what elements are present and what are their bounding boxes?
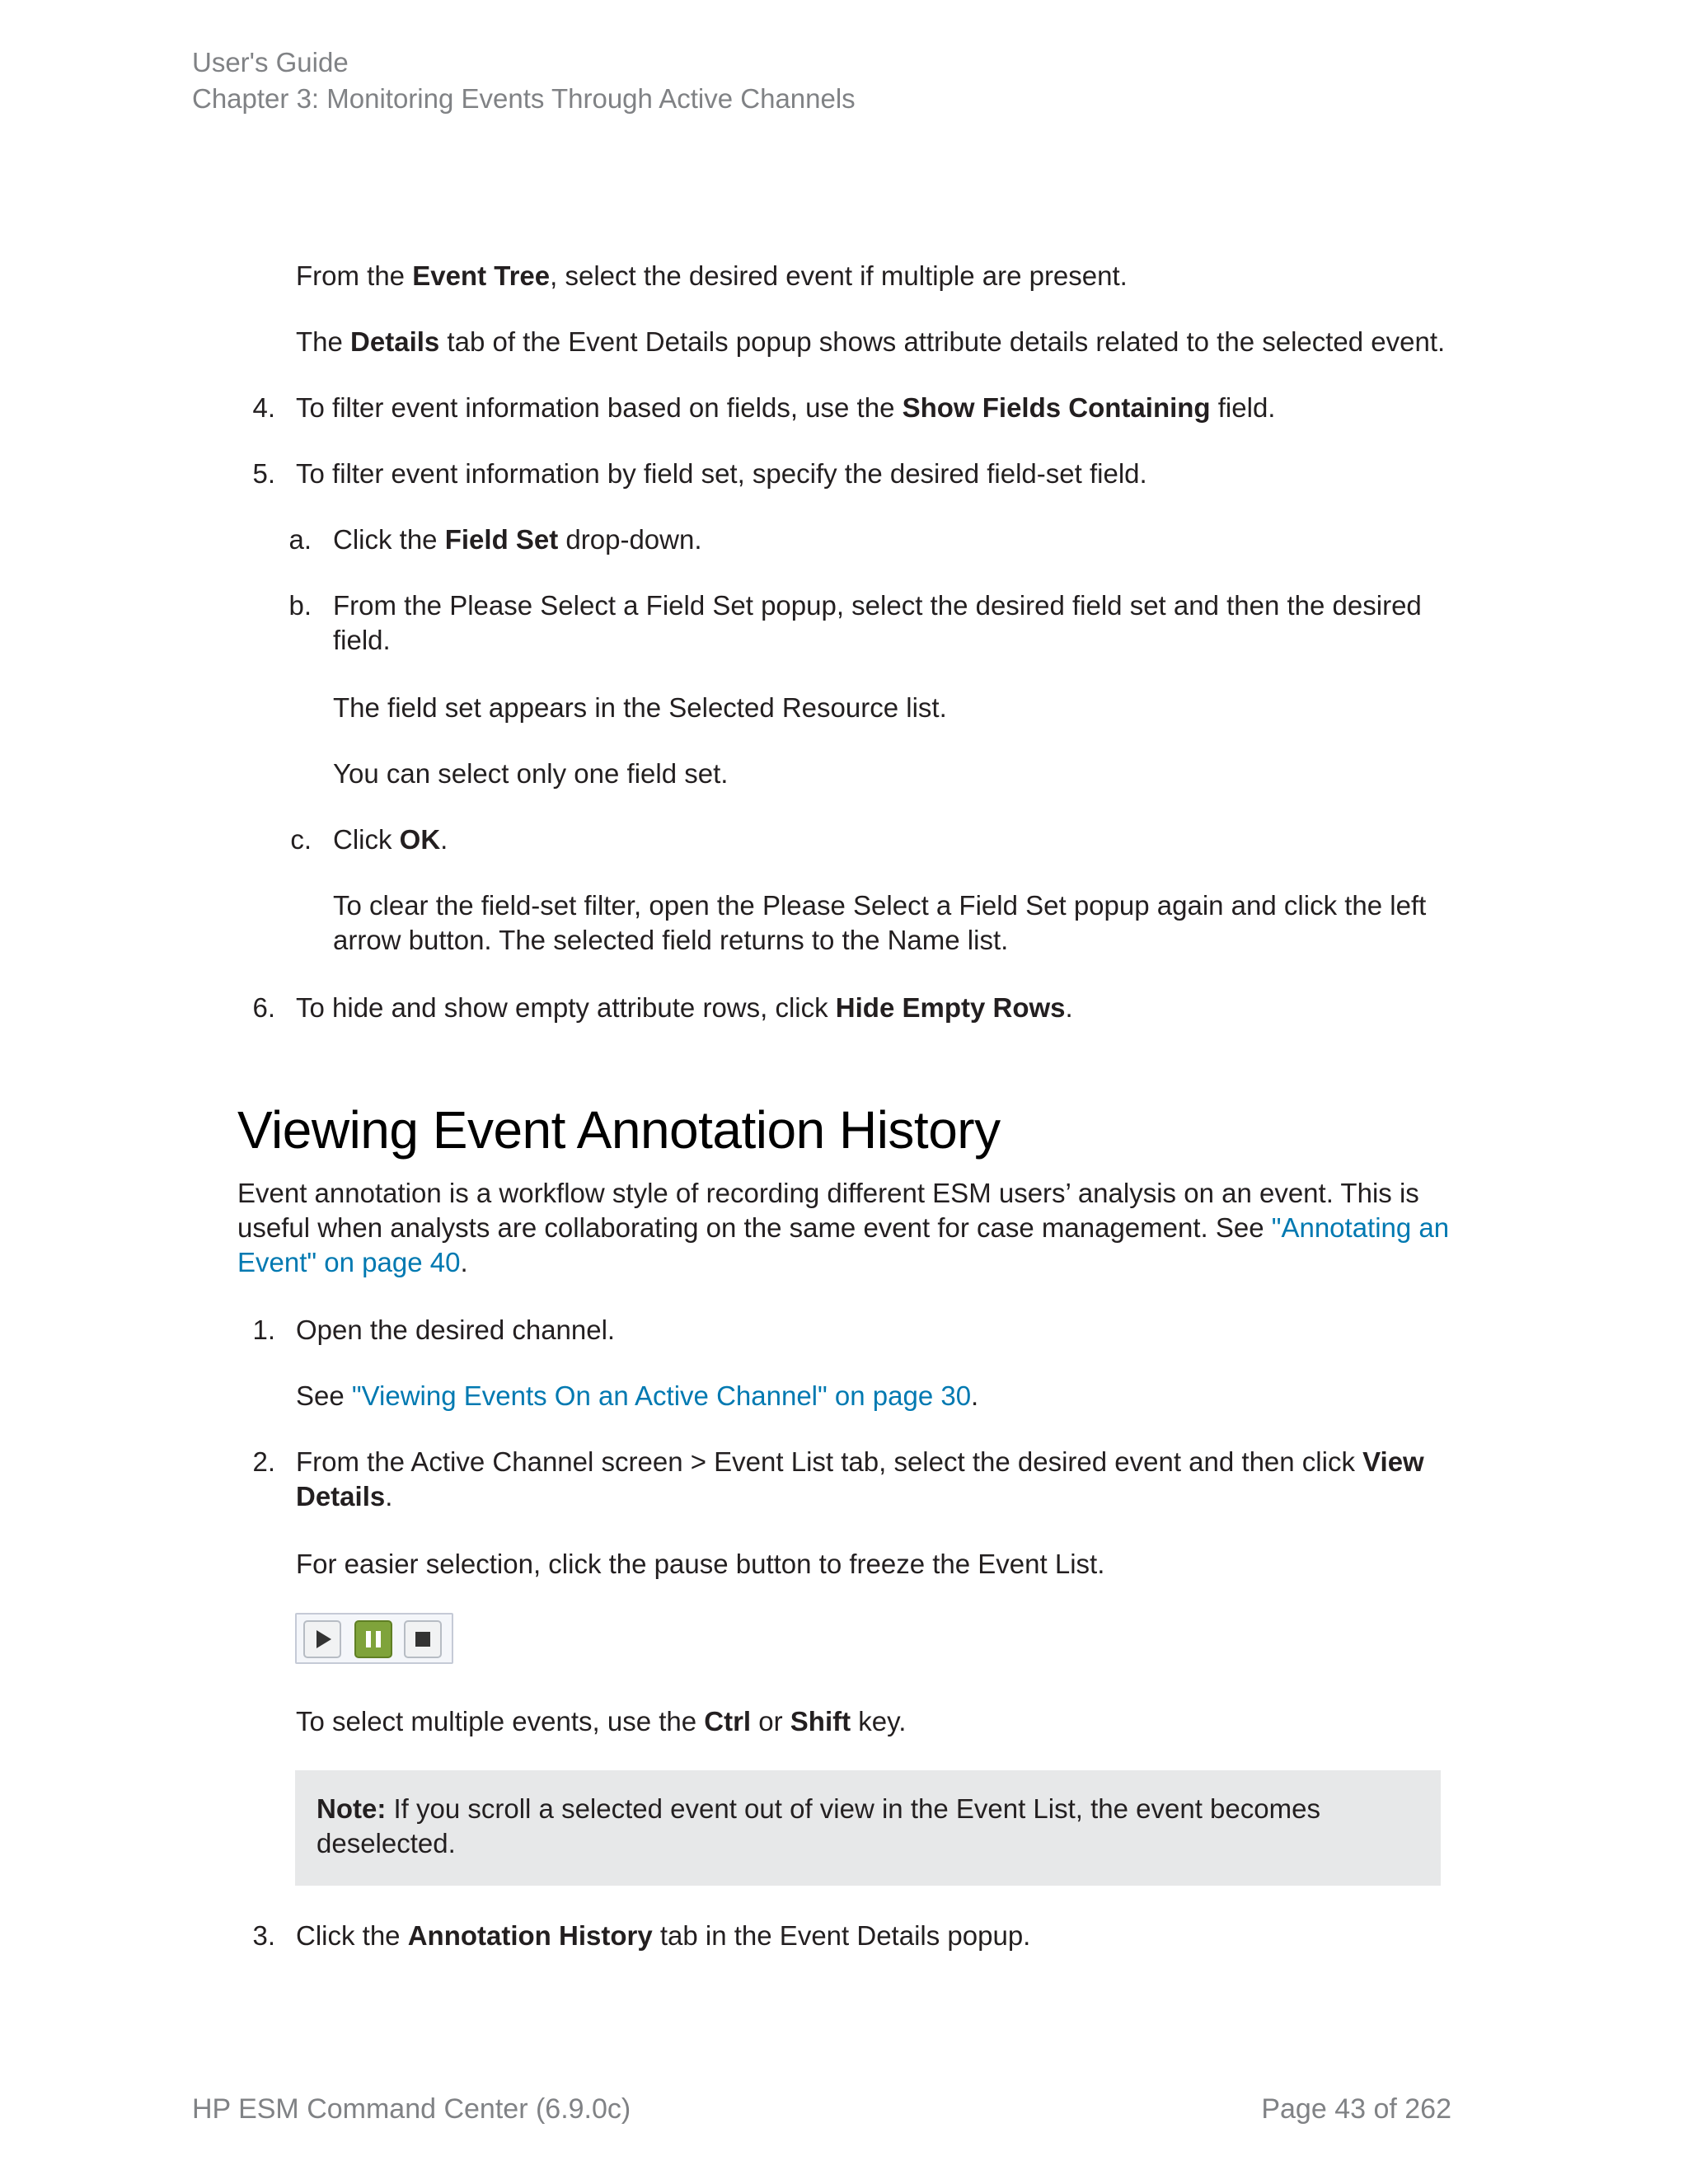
annotating-event-link[interactable]: "Annotating an (1271, 1212, 1450, 1243)
step-5-text: To filter event information by field set, specify the desired field-set field. (296, 458, 1147, 489)
viewing-events-link[interactable]: "Viewing Events On an Active Channel" on page 30 (351, 1380, 972, 1411)
guide-title: User's Guide (192, 47, 349, 77)
section-step-2-paragraph: For easier selection, click the pause button to freeze the Event List. (296, 1549, 1105, 1579)
substep-letter: c. (290, 824, 312, 855)
step-4-text: To filter event information based on fields, use the Show Fields Containing field. (296, 392, 1276, 423)
page-header (192, 45, 856, 117)
step-5b-note-2: You can select only one field set. (333, 758, 729, 789)
step-6-text: To hide and show empty attribute rows, click Hide Empty Rows. (296, 992, 1073, 1023)
multi-select-paragraph: To select multiple events, use the Ctrl or Shift key. (296, 1706, 907, 1736)
section-step-1-text: Open the desired channel. (296, 1315, 616, 1345)
substep-letter: a. (288, 524, 312, 555)
stop-icon (406, 1622, 440, 1657)
stop-button[interactable] (404, 1620, 442, 1658)
step-number: 3. (252, 1920, 275, 1951)
playback-controls (295, 1613, 453, 1664)
step-5c-paragraph: To clear the field-set filter, open the Please Select a Field Set popup again and click the left arrow button. The selected field returns to the Name list. (333, 890, 1427, 955)
chapter-title: Chapter 3: Monitoring Events Through Active Channels (192, 83, 856, 114)
step-5b-text: From the Please Select a Field Set popup, select the desired field set and then the desired field. (333, 590, 1422, 655)
play-button[interactable] (303, 1620, 341, 1658)
step-5a-text: Click the Field Set drop-down. (333, 524, 702, 555)
section-step-3-text: Click the Annotation History tab in the Event Details popup. (296, 1920, 1031, 1951)
step-number: 1. (252, 1315, 275, 1345)
footer-product: HP ESM Command Center (6.9.0c) (192, 2093, 631, 2125)
section-step-1-see: See "Viewing Events On an Active Channel" on page 30. (296, 1380, 979, 1411)
event-tree-paragraph: From the Event Tree, select the desired event if multiple are present. (296, 260, 1128, 291)
pause-button[interactable] (354, 1620, 392, 1658)
note-box (295, 1770, 1441, 1886)
footer-page-number: Page 43 of 262 (1261, 2093, 1451, 2125)
annotating-event-link-cont[interactable]: Event" on page 40 (237, 1247, 461, 1277)
section-intro: Event annotation is a workflow style of recording different ESM users’ analysis on an event. This is useful when analysts are collaborating on the same event for case management. See "Annotating an Event" on page 40. (237, 1178, 1450, 1277)
substep-letter: b. (288, 590, 312, 621)
pause-icon (356, 1622, 391, 1657)
section-step-2-text: From the Active Channel screen > Event List tab, select the desired event and then click View Details. (296, 1446, 1424, 1511)
section-heading: Viewing Event Annotation History (237, 1100, 1001, 1160)
details-tab-paragraph: The Details tab of the Event Details popup shows attribute details related to the selected event. (296, 326, 1446, 357)
step-5b-note-1: The field set appears in the Selected Resource list. (333, 692, 947, 723)
note-text: Note: If you scroll a selected event out of view in the Event List, the event becomes deselected. (316, 1793, 1320, 1858)
step-number: 5. (252, 458, 275, 489)
step-number: 6. (252, 992, 275, 1023)
step-number: 4. (252, 392, 275, 423)
step-5c-text: Click OK. (333, 824, 448, 855)
step-number: 2. (252, 1446, 275, 1477)
play-icon (305, 1622, 340, 1657)
